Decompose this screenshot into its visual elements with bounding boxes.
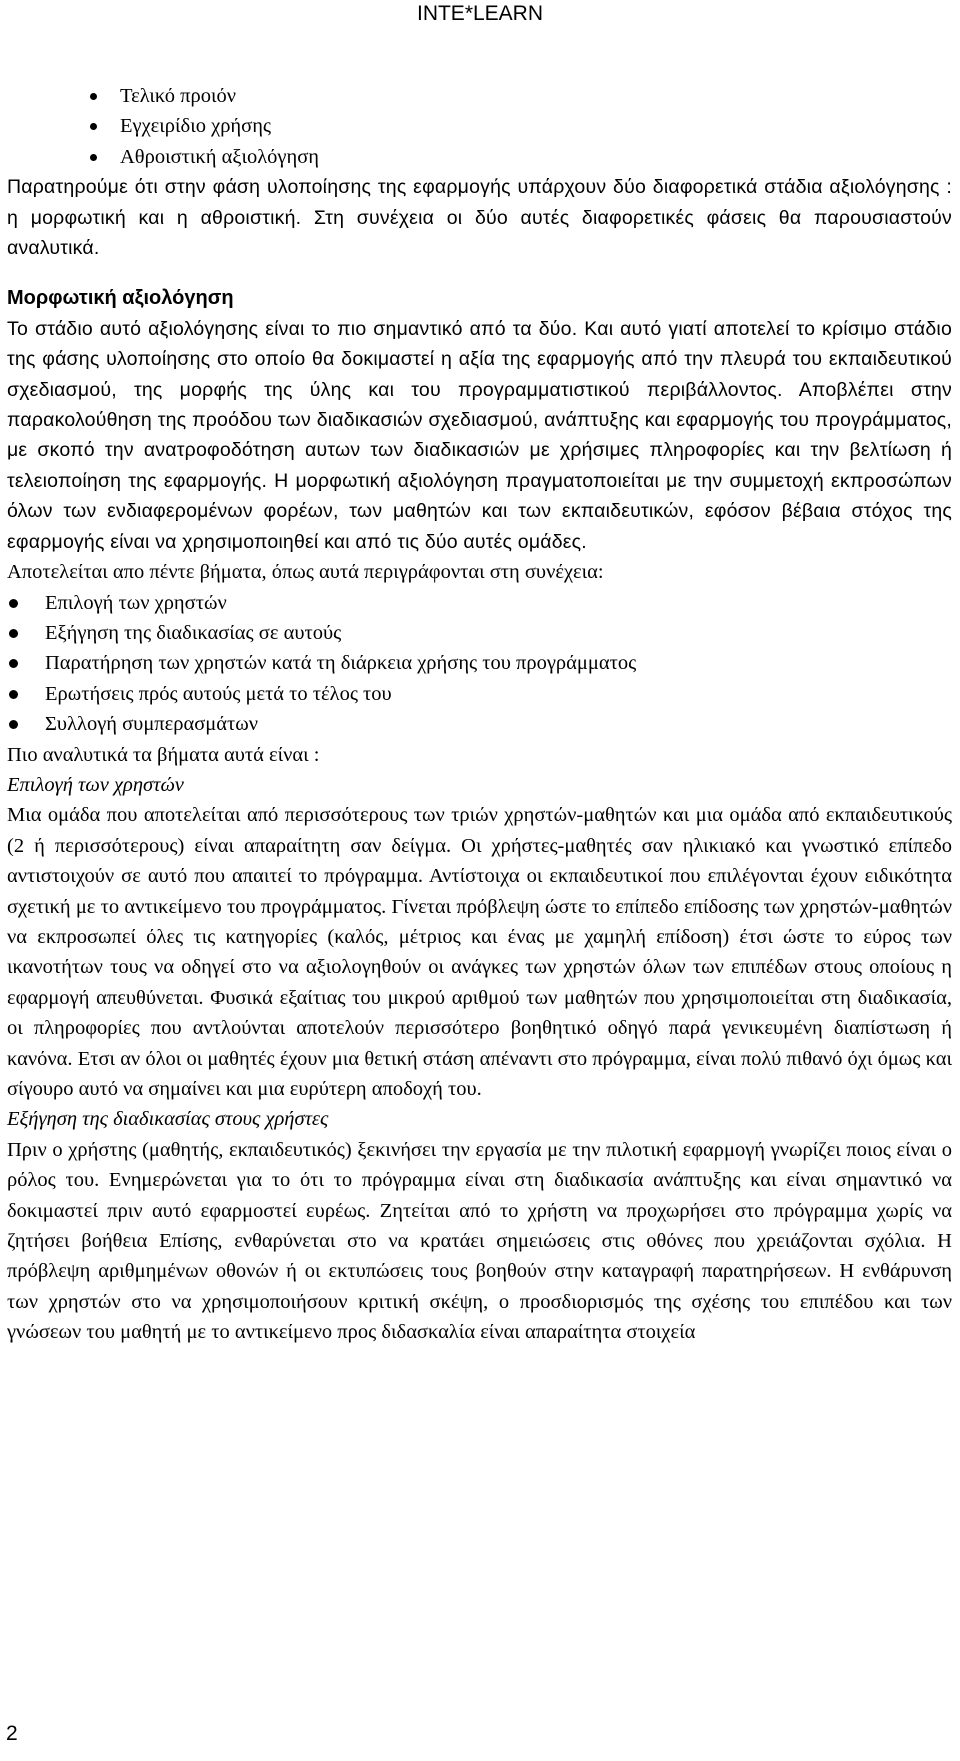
explanation-paragraph: Πριν ο χρήστης (μαθητής, εκπαιδευτικός) ξεκινήσει την εργασία με την πιλοτική εφαρμογή γνωρίζει ποιος είναι ο ρόλος του. Ενημερώνεται για το ότι το πρόγραμμα είναι στη διαδικασία ανάπτυξης και είναι σημαντικό να δοκιμαστεί πριν αυτό εφαρμοστεί ευρέως. Ζητείται από το χρήστη να προχωρήσει στο πρόγραμμα χωρίς να ζητήσει βοήθεια Επίσης, ενθαρύνεται στο να κρατάει σημειώσεις στις οθόνες που χρειάζονται σχόλια. Η πρόβλεψη αριθμημένων οθονών ή οι εκτυπώσεις τους βοηθούν στην καταγραφή παρατηρήσεων. Η ενθάρυνση των χρηστών στο να χρησιμοποιήσουν κριτική σκέψη, ο προσδιορισμός της σχέσης του επιπέδου και των γνώσεων του μαθητή με το αντικείμενο προς διδασκαλία είναι απαραίτητα στοιχεία xyxy=(7,1138,952,1344)
steps-detail-intro: Πιο αναλυτικά τα βήματα αυτά είναι : xyxy=(7,743,320,766)
document-body xyxy=(7,81,952,1348)
user-selection-paragraph: Μια ομάδα που αποτελείται από περισσότερους των τριών χρηστών-μαθητών και μια ομάδα από εκπαιδευτικούς (2 ή περισσότερους) είναι απαραίτητη σαν δείγμα. Οι χρήστες-μαθητές σαν ηλικιακό και γνωστικό επίπεδο αντιστοιχούν σε αυτό που απαιτεί το πρόγραμμα. Αντίστοιχα οι εκπαιδευτικοί που επιλέγονται έχουν ειδικότητα σχετική με το αντικείμενο του προγράμματος. Γίνεται πρόβλεψη ώστε το επίπεδο επίδοσης των χρηστών-μαθητών να εκπροσωπεί όλες τις κατηγορίες (καλός, μέτριος και ένας με χαμηλή επίδοση) έτσι ώστε το εύρος των ικανοτήτων τους να οδηγεί στο να αξιολογηθούν οι ανάγκες των χρηστών όλων των επιπέδων στους οποίους η εφαρμογή απευθύνεται. Φυσικά εξαίτιας του μικρού αριθμού των μαθητών που χρησιμοποιείται στη διαδικασία, οι πληροφορίες που αντλούνται αποτελούν περισσότερο βοηθητικό οδηγό παρά γενικευμένη διαπίστωση ή κανόνα. Ετσι αν όλοι οι μαθητές έχουν μια θετική στάση απέναντι στο πρόγραμμα, είναι πολύ πιθανό όχι όμως και σίγουρο αυτό να σημαίνει και μια ευρύτερη αποδοχή του. xyxy=(7,804,952,1100)
page-number: 2 xyxy=(6,1722,18,1745)
summary-list xyxy=(7,81,952,172)
steps-list xyxy=(7,588,952,740)
list-item: Επιλογή των χρηστών xyxy=(7,588,952,618)
list-item: Παρατήρηση των χρηστών κατά τη διάρκεια χρήσης του προγράμματος xyxy=(7,648,952,678)
page-header-title: INTE*LEARN xyxy=(416,2,544,25)
section-heading-formative: Μορφωτική αξιολόγηση xyxy=(7,287,234,310)
list-item: Τελικό προιόν xyxy=(7,81,952,111)
steps-intro: Αποτελείται απο πέντε βήματα, όπως αυτά περιγράφονται στη συνέχεια: xyxy=(7,561,604,584)
list-item: Εξήγηση της διαδικασίας σε αυτούς xyxy=(7,618,952,648)
list-item: Συλλογή συμπερασμάτων xyxy=(7,709,952,739)
list-item: Ερωτήσεις πρός αυτούς μετά το τέλος του xyxy=(7,679,952,709)
intro-paragraph: Παρατηρούμε ότι στην φάση υλοποίησης της εφαρμογής υπάρχουν δύο διαφορετικά στάδια αξιολόγησης : η μορφωτική και η αθροιστική. Στη συνέχεια οι δύο αυτές διαφορετικές φάσεις θα παρουσιαστούν αναλυτικά. xyxy=(7,176,952,260)
formative-paragraph: Το στάδιο αυτό αξιολόγησης είναι το πιο σημαντικό από τα δύο. Και αυτό γιατί αποτελεί το κρίσιμο στάδιο της φάσης υλοποίησης στο οποίο θα δοκιμαστεί η αξία της εφαρμογής από την πλευρά του εκπαιδευτικού σχεδιασμού, της μορφής της ύλης και του προγραμματιστικού περιβάλλοντος. Αποβλέπει στην παρακολούθηση της προόδου των διαδικασιών σχεδιασμού, ανάπτυξης και εφαρμογής του προγράμματος, με σκοπό την ανατροφοδότηση αυτων των διαδικασιών με χρήσιμες πληροφορίες και την βελτίωση ή τελειοποίηση της εφαρμογής. Η μορφωτική αξιολόγηση πραγματοποιείται με την συμμετοχή εκπροσώπων όλων των ενδιαφερομένων φορέων, των μαθητών και των εκπαιδευτικών, εφόσον βέβαια στόχος της εφαρμογής είναι να χρησιμοποιηθεί και από τις δύο αυτές ομάδες. xyxy=(7,317,952,553)
subheading-user-selection: Επιλογή των χρηστών xyxy=(7,773,184,796)
subheading-explanation: Εξήγηση της διαδικασίας στους χρήστες xyxy=(7,1108,329,1131)
list-item: Εγχειρίδιο χρήσης xyxy=(7,111,952,141)
list-item: Αθροιστική αξιολόγηση xyxy=(7,142,952,172)
